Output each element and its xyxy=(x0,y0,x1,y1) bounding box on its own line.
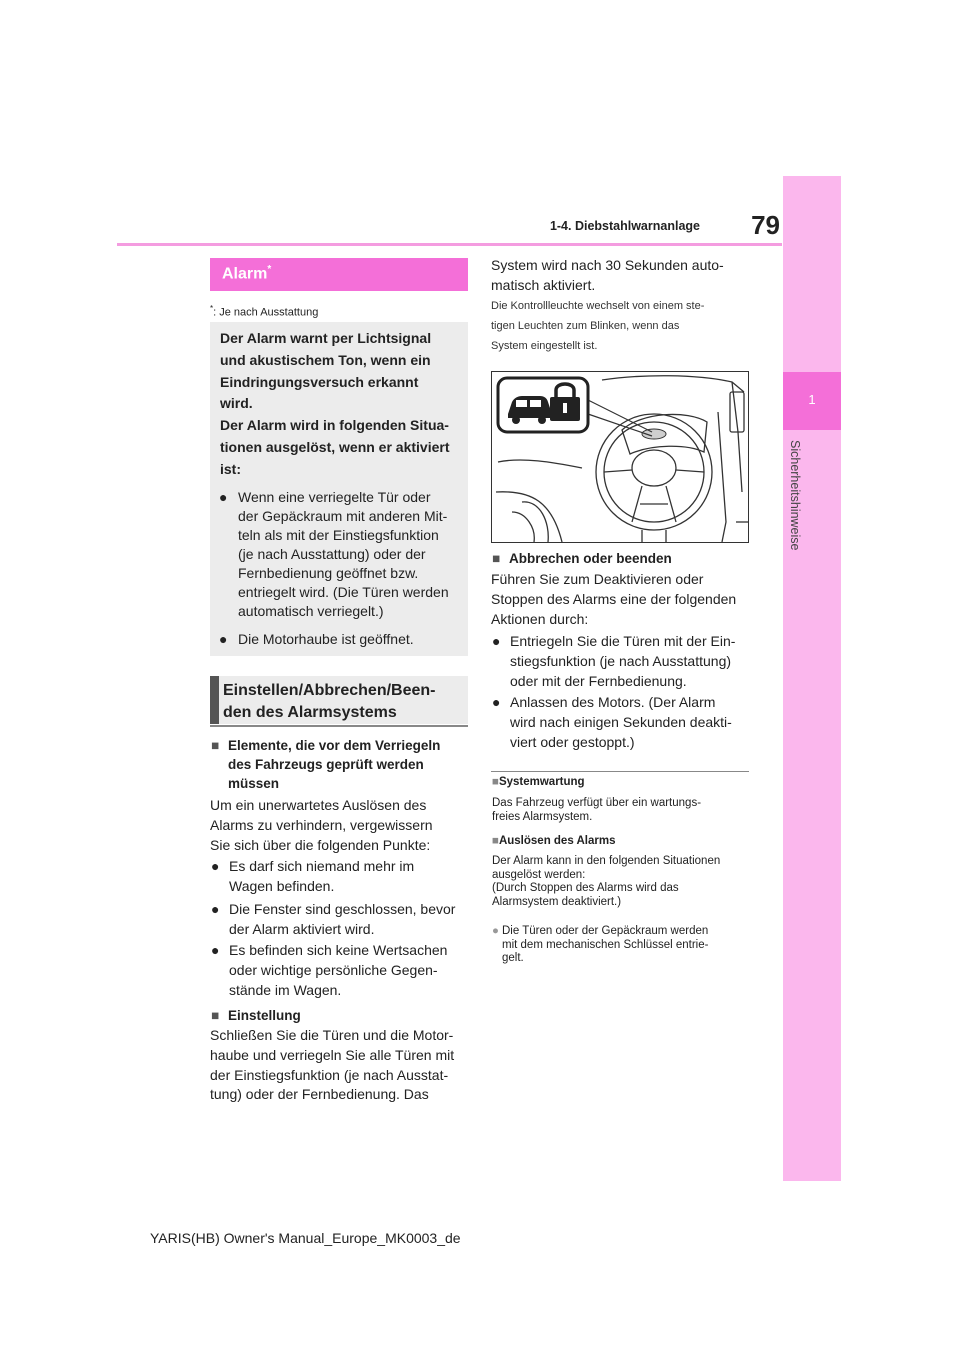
info-line: wird. xyxy=(220,395,253,412)
chapter-number: 1 xyxy=(808,392,816,407)
continued-text xyxy=(491,256,756,296)
check-heading xyxy=(211,736,471,794)
bullet-line: Es darf sich niemand mehr im xyxy=(229,858,415,874)
small-line: tigen Leuchten zum Blinken, wenn das xyxy=(491,320,680,332)
info-bullet xyxy=(219,488,459,623)
cancel-bullet xyxy=(492,632,754,692)
body-line: matisch aktiviert. xyxy=(491,276,596,293)
small-line: Die Kontrollleuchte wechselt von einem ste- xyxy=(491,300,705,312)
note-heading-text: Auslösen des Alarms xyxy=(498,835,616,847)
check-intro xyxy=(210,796,475,855)
bullet-line: Fernbedienung geöffnet bzw. xyxy=(238,565,419,581)
note-heading-text: Systemwartung xyxy=(498,776,585,788)
body-line: haube und verriegeln Sie alle Türen mit xyxy=(210,1046,455,1063)
info-line: Der Alarm warnt per Lichtsignal xyxy=(220,330,432,346)
bullet-line: Wenn eine verriegelte Tür oder xyxy=(238,489,431,505)
cancel-intro xyxy=(491,570,756,629)
info-line: Der Alarm wird in folgenden Situa- xyxy=(220,417,449,434)
note-line: Alarmsystem deaktiviert.) xyxy=(492,895,622,908)
square-bullet-icon: ■ xyxy=(492,551,501,566)
small-line: System eingestellt ist. xyxy=(491,340,598,352)
body-line: der Einstiegsfunktion (je nach Ausstat- xyxy=(210,1066,449,1083)
info-line: Eindringungsversuch erkannt xyxy=(220,373,419,390)
bullet-dot-icon: ● xyxy=(211,942,220,958)
square-bullet-icon: ■ xyxy=(492,776,499,788)
body-line: Schließen Sie die Türen und die Motor- xyxy=(210,1027,454,1043)
bullet-line: entriegelt wird. (Die Türen werden xyxy=(238,584,449,600)
body-line: Alarms zu verhindern, vergewissern xyxy=(210,816,433,833)
check-bullet xyxy=(211,857,473,897)
body-line: System wird nach 30 Sekunden auto- xyxy=(491,257,724,273)
bullet-line: stände im Wagen. xyxy=(229,981,342,998)
note-line: Das Fahrzeug verfügt über ein wartungs- xyxy=(492,797,702,809)
section-title: 1-4. Diebstahlwarnanlage xyxy=(549,219,700,233)
body-line: Um ein unerwartetes Auslösen des xyxy=(210,797,427,813)
bullet-line: Es befinden sich keine Wertsachen xyxy=(229,942,448,958)
note-line: (Durch Stoppen des Alarms wird das xyxy=(492,882,679,894)
subheading-rule xyxy=(210,725,468,727)
check-heading-line: Elemente, die vor dem Verriegeln xyxy=(228,738,441,753)
note-line: ausgelöst werden: xyxy=(492,868,586,881)
alarm-heading-sup: * xyxy=(267,264,272,275)
bullet-line: teln als mit der Einstiegsfunktion xyxy=(238,527,439,543)
bullet-dot-icon: ● xyxy=(211,901,220,917)
bullet-dot-icon: ● xyxy=(211,858,220,874)
alarm-info-text xyxy=(220,328,460,481)
note-heading-trigger xyxy=(492,835,616,847)
bullet-line: oder wichtige persönliche Gegen- xyxy=(229,961,438,978)
footer-manual-id: YARIS(HB) Owner's Manual_Europe_MK0003_de xyxy=(150,1230,461,1246)
header-rule xyxy=(117,243,782,246)
bullet-line: der Gepäckraum mit anderen Mit- xyxy=(238,508,448,524)
check-heading-line: müssen xyxy=(228,776,280,791)
footnote-mark: * xyxy=(210,304,214,313)
check-heading-line: des Fahrzeugs geprüft werden xyxy=(228,757,424,772)
bullet-line: Die Motorhaube ist geöffnet. xyxy=(238,631,414,647)
indicator-note xyxy=(491,296,756,356)
square-bullet-icon: ■ xyxy=(211,1008,220,1023)
info-line: und akustischem Ton, wenn ein xyxy=(220,351,431,368)
footnote-text: : Je nach Ausstattung xyxy=(213,306,319,319)
info-line: tionen ausgelöst, wenn er aktiviert xyxy=(220,438,450,455)
note-bullet xyxy=(492,925,754,967)
body-line: Führen Sie zum Deaktivieren oder xyxy=(491,571,704,587)
note-heading-maintenance xyxy=(492,776,585,788)
cancel-heading-text: Abbrechen oder beenden xyxy=(509,551,672,566)
chapter-label-wrap xyxy=(784,440,804,570)
setting-heading-text: Einstellung xyxy=(228,1008,301,1023)
chapter-label: Sicherheitshinweise xyxy=(788,440,802,551)
bullet-line: der Alarm aktiviert wird. xyxy=(229,920,375,937)
bullet-dot-icon: ● xyxy=(492,633,501,649)
page-number: 79 xyxy=(751,210,780,240)
steering-wheel-illustration xyxy=(492,372,748,542)
body-line: Sie sich über die folgenden Punkte: xyxy=(210,836,431,853)
check-bullet xyxy=(211,941,473,1001)
bullet-line: Wagen befinden. xyxy=(229,877,335,894)
bullet-line: Die Fenster sind geschlossen, bevor xyxy=(229,901,456,917)
note-line: Der Alarm kann in den folgenden Situationen xyxy=(492,855,721,867)
square-bullet-icon: ■ xyxy=(492,835,499,847)
body-line: Aktionen durch: xyxy=(491,610,589,627)
subheading-bar xyxy=(210,676,219,724)
bullet-line: automatisch verriegelt.) xyxy=(238,603,384,619)
body-line: Stoppen des Alarms eine der folgenden xyxy=(491,590,737,607)
bullet-line: wird nach einigen Sekunden deakti- xyxy=(510,713,732,730)
bullet-line: Anlassen des Motors. (Der Alarm xyxy=(510,694,716,710)
note-line: gelt. xyxy=(502,952,524,964)
note-line: Die Türen oder der Gepäckraum werden xyxy=(502,925,709,937)
cancel-heading xyxy=(492,549,752,569)
bullet-dot-icon: ● xyxy=(492,925,499,937)
note-line: mit dem mechanischen Schlüssel entrie- xyxy=(502,938,709,951)
square-bullet-icon: ■ xyxy=(211,738,220,753)
body-line: tung) oder der Fernbedienung. Das xyxy=(210,1086,429,1103)
notes-rule xyxy=(491,771,749,772)
check-bullet xyxy=(211,900,473,940)
dashboard-illustration xyxy=(491,371,749,543)
chapter-tab-strip xyxy=(783,176,841,1181)
info-bullet xyxy=(219,630,459,650)
note-maintenance-text xyxy=(492,797,754,824)
bullet-line: Entriegeln Sie die Türen mit der Ein- xyxy=(510,633,736,649)
subheading xyxy=(223,680,463,724)
bullet-line: viert oder gestoppt.) xyxy=(510,733,635,750)
bullet-dot-icon: ● xyxy=(219,631,228,647)
bullet-line: oder mit der Fernbedienung. xyxy=(510,672,687,689)
note-trigger-text xyxy=(492,855,754,909)
note-line: freies Alarmsystem. xyxy=(492,810,593,823)
setting-text xyxy=(210,1026,480,1105)
subheading-line: Einstellen/Abbrechen/Been- xyxy=(223,682,436,699)
bullet-line: stiegsfunktion (je nach Ausstattung) xyxy=(510,652,732,669)
bullet-dot-icon: ● xyxy=(219,489,228,505)
info-line: ist: xyxy=(220,460,241,477)
alarm-heading xyxy=(222,264,271,283)
setting-heading xyxy=(211,1006,471,1026)
footnote xyxy=(210,304,318,319)
subheading-line: den des Alarmsystems xyxy=(223,704,397,721)
cancel-bullet xyxy=(492,693,754,753)
bullet-dot-icon: ● xyxy=(492,694,501,710)
bullet-line: (je nach Ausstattung) oder der xyxy=(238,546,426,562)
alarm-heading-text: Alarm xyxy=(222,265,268,283)
